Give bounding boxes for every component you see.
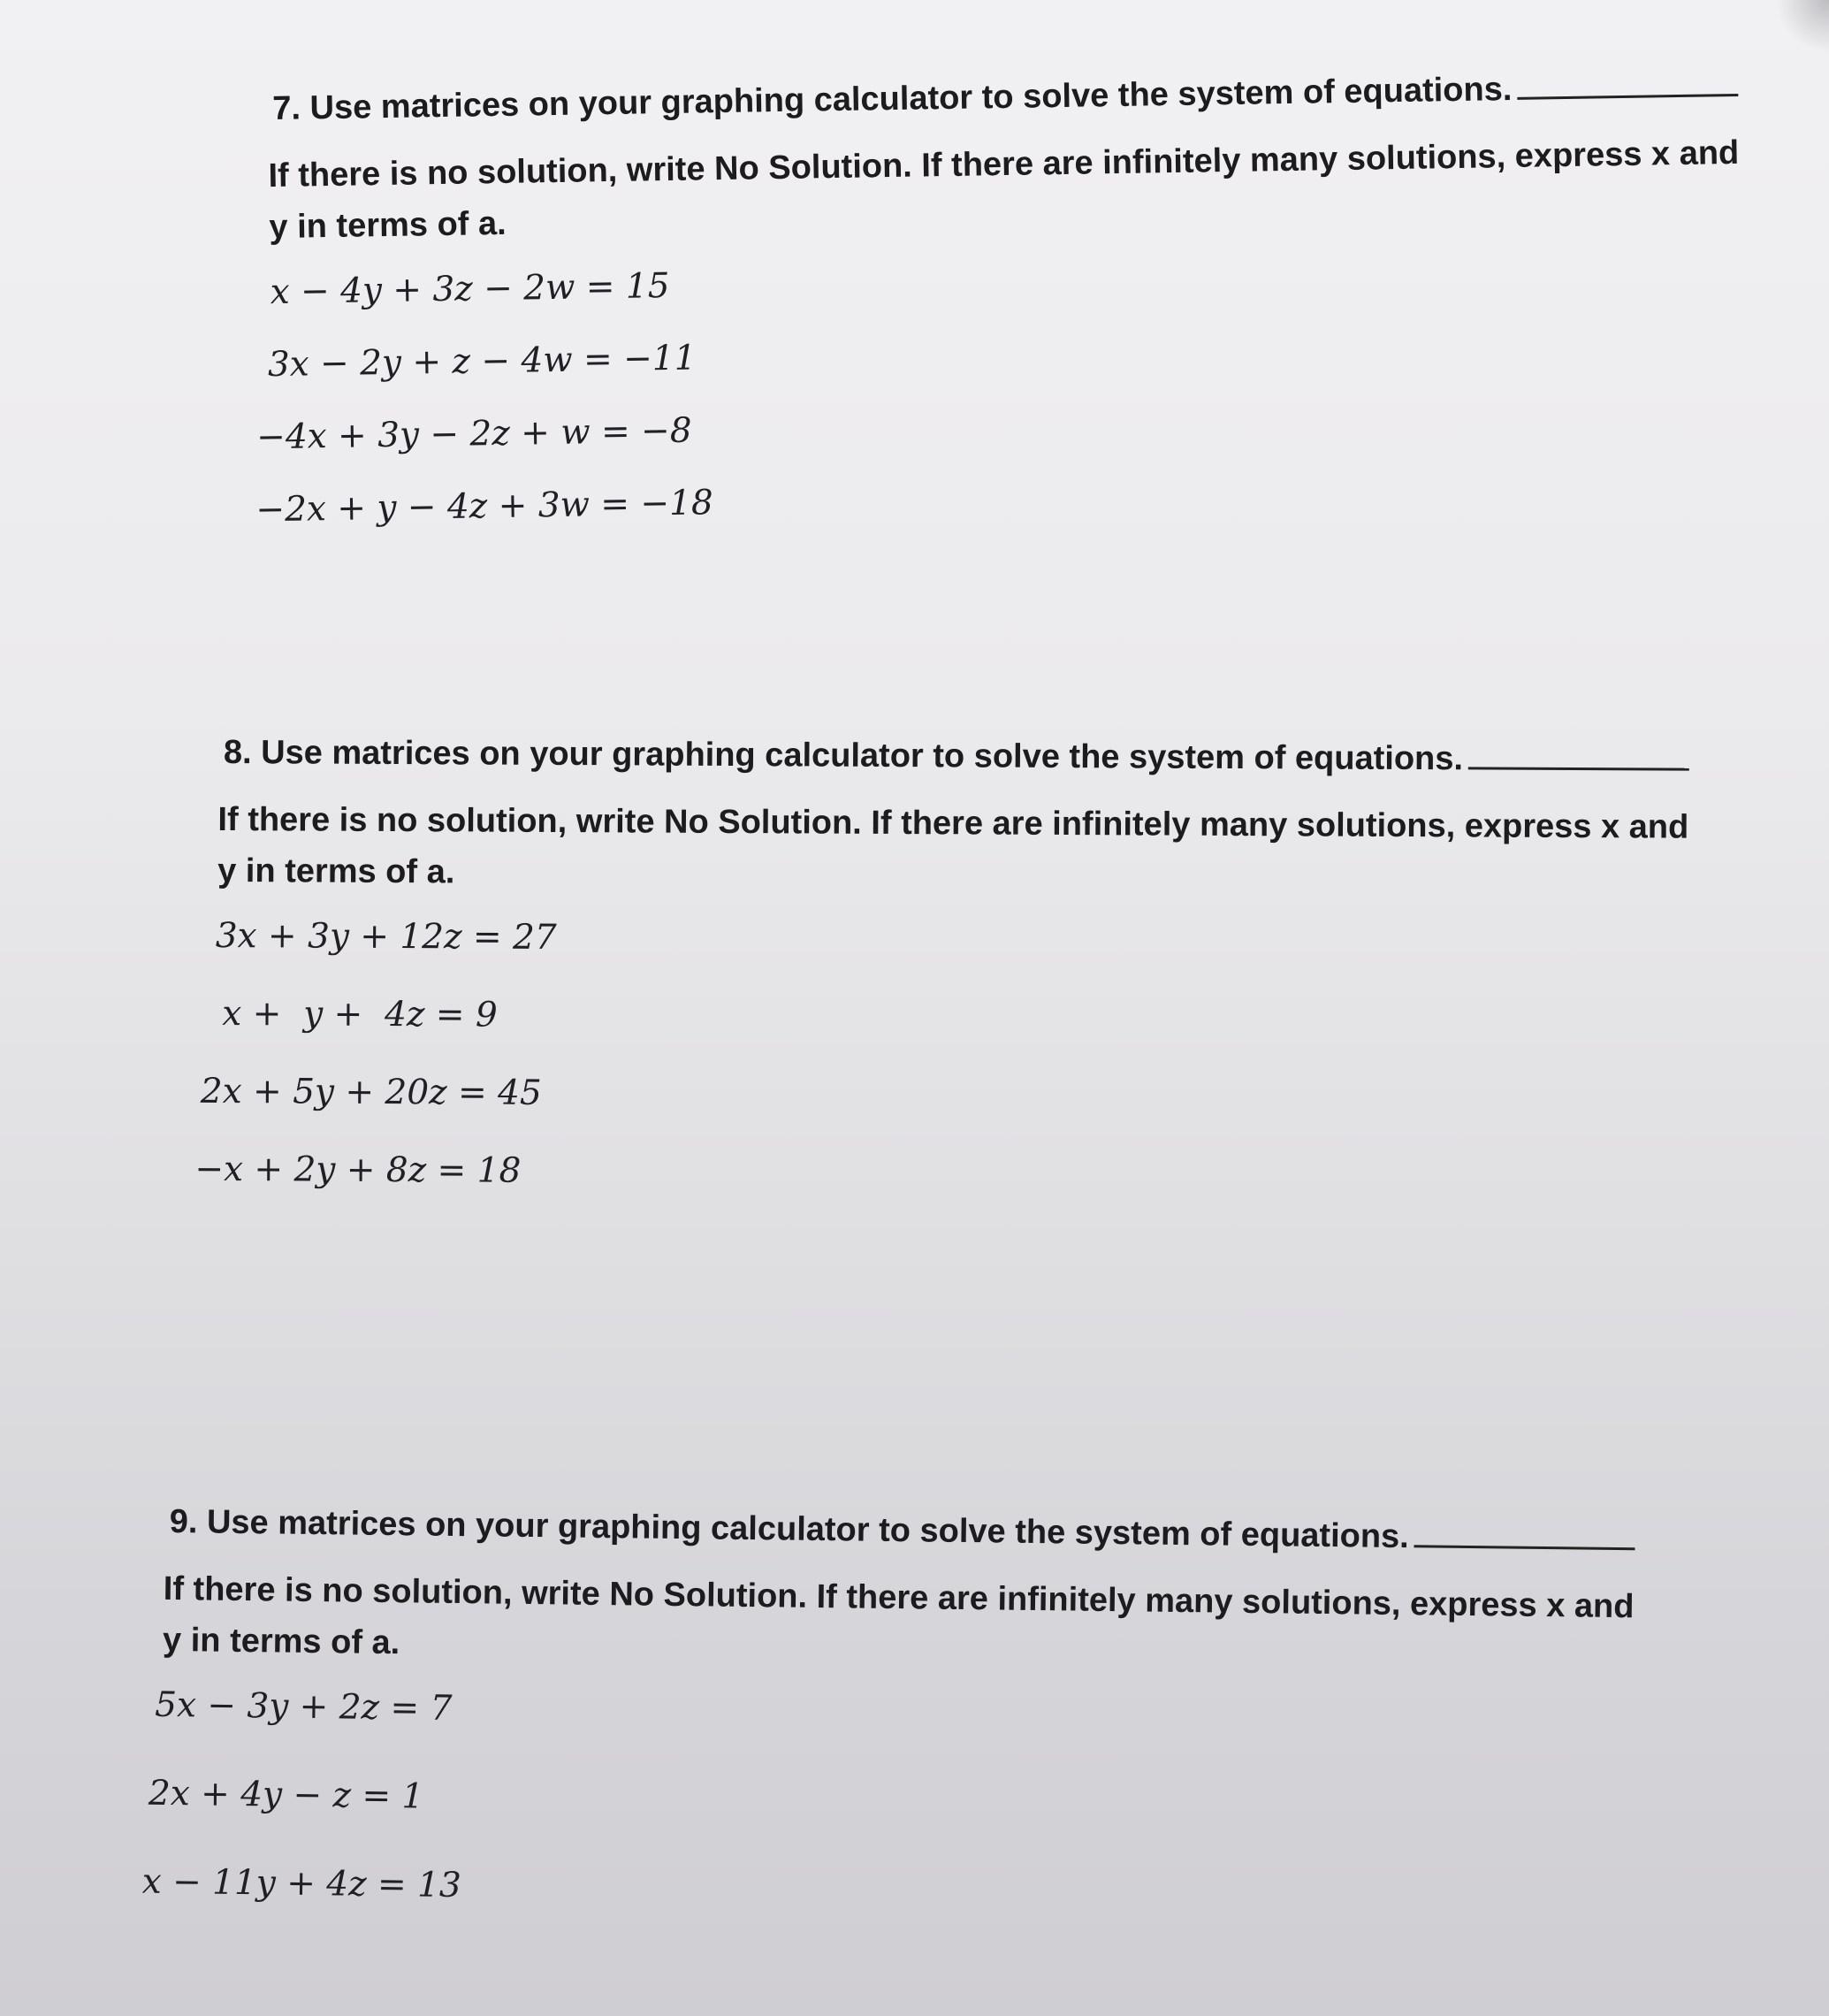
problem-9-prompt-text: 9. Use matrices on your graphing calculator to solve the system of equations. — [169, 1502, 1410, 1556]
problem-7-instructions — [268, 127, 1741, 253]
page-corner-shadow — [1776, 0, 1829, 53]
problem-9-prompt — [169, 1501, 1635, 1560]
problem-7 — [255, 65, 1745, 562]
problem-7-equations — [255, 249, 1745, 562]
problem-9-instructions-line-2: y in terms of a. — [162, 1621, 400, 1662]
problem-7-prompt — [272, 65, 1739, 129]
problem-9-instructions-line-1: If there is no solution, write No Solution. If there are infinitely many solutions, express x and — [163, 1569, 1635, 1626]
problem-7-equation-3: −4x + 3y − 2z + w = −8 — [255, 410, 692, 458]
problem-9-equation-2: 2x + 4y − z = 1 — [148, 1773, 424, 1817]
problem-8-prompt — [224, 732, 1689, 781]
problem-8-instructions-line-1: If there is no solution, write No Solution. If there are infinitely many solutions, express x and — [217, 800, 1689, 846]
problem-7-instructions-line-1: If there is no solution, write No Solution. If there are infinitely many solutions, express x and — [268, 134, 1740, 195]
problem-8-equations — [194, 915, 1688, 1235]
problem-9-equation-3: x − 11y + 4z = 13 — [141, 1861, 462, 1906]
problem-7-prompt-text: 7. Use matrices on your graphing calculator to solve the system of equations. — [272, 70, 1513, 127]
problem-8-equation-3: 2x + 5y + 20z = 45 — [200, 1071, 542, 1113]
problem-9-equation-1: 5x − 3y + 2z = 7 — [154, 1684, 453, 1729]
problem-8-prompt-text: 8. Use matrices on your graphing calculator to solve the system of equations. — [223, 734, 1464, 778]
problem-7-instructions-line-2: y in terms of a. — [269, 204, 507, 247]
problem-8-equation-2: x + y + 4z = 9 — [222, 993, 498, 1035]
problem-7-equation-2: 3x − 2y + z − 4w = −11 — [267, 338, 697, 386]
problem-8-equation-1: 3x + 3y + 12z = 27 — [215, 915, 557, 958]
problem-9-answer-blank[interactable] — [1414, 1518, 1635, 1550]
problem-7-equation-1: x − 4y + 3z − 2w = 15 — [270, 265, 670, 313]
problem-7-answer-blank[interactable] — [1517, 67, 1738, 100]
problem-8-instructions-line-2: y in terms of a. — [217, 851, 455, 891]
problem-9 — [141, 1501, 1635, 1968]
problem-9-instructions — [163, 1563, 1635, 1684]
problem-8-instructions — [217, 794, 1689, 905]
problem-7-equation-4: −2x + y − 4z + 3w = −18 — [255, 483, 714, 531]
problem-8-equation-4: −x + 2y + 8z = 18 — [194, 1149, 522, 1191]
problem-8-answer-blank[interactable] — [1468, 740, 1689, 770]
problem-8 — [194, 732, 1689, 1235]
problem-9-equations — [141, 1684, 1634, 1968]
